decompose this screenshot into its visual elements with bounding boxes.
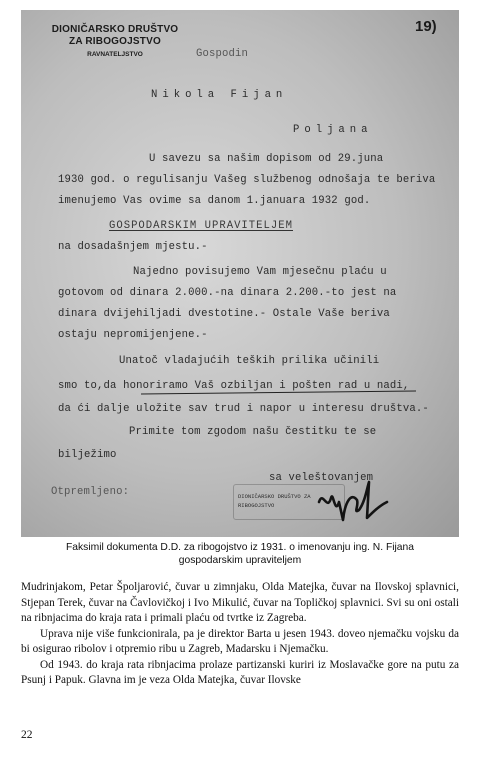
page-number: 22 [21, 729, 33, 741]
addressee-title: Gospodin [196, 48, 249, 60]
letter-line: ostaju nepromijenjene.- [58, 329, 208, 341]
paragraph: Uprava nije više funkcionirala, pa je direktor Barta u jesen 1943. doveo njemačku vojsku da bi osigurao ribolov i otpremio ribu u Zagreb, Madarsku i Njemačku. [21, 627, 459, 655]
paragraph: Od 1943. do kraja rata ribnjacima prolaze partizanski kuriri iz Moslavačke gore na putu za Psunj i Papuk. Glavna im je veza Olda Matejka, čuvar Ilovske [21, 658, 459, 686]
letter-line: U savezu sa našim dopisom od 29.juna [149, 153, 384, 165]
letterhead-line-1: DIONIČARSKO DRUŠTVO [51, 24, 179, 35]
document-number: 19) [415, 18, 437, 35]
letterhead-line-3: RAVNATELJSTVO [87, 51, 143, 58]
letter-line: dinara dvijehiljadi dvestotine.- Ostale Vaše beriva [58, 308, 390, 320]
body-text [21, 580, 459, 689]
letter-line: Najedno povisujemo Vam mjesečnu plaću u [133, 266, 387, 278]
caption-line-2: gospodarskim upraviteljem [178, 555, 302, 566]
paragraph: Mudrinjakom, Petar Špoljarović, čuvar u zimnjaku, Olda Matejka, čuvar na Ilovskoj splavnici, Stjepan Terek, čuvar na Čavlovičkoj i Ivo Mikulić, čuvar na Topličkoj splavnici. Svi su oni ostali na ribnjacima do kraja rata i primali plaću od tvrtke iz Zagreba. [21, 581, 459, 624]
letter-line: bilježimo [58, 449, 117, 461]
letter-line: na dosadašnjem mjestu.- [58, 241, 208, 253]
figure-caption [21, 541, 459, 567]
appointment-title: GOSPODARSKIM UPRAVITELJEM [109, 220, 293, 232]
letter-line: gotovom od dinara 2.000.-na dinara 2.200.-to jest na [58, 287, 397, 299]
letter-line: Unatoč vladajućih teških prilika učinili [119, 355, 380, 367]
letter-line: Primite tom zgodom našu čestitku te se [129, 426, 377, 438]
letter-line: da ći dalje uložite sav trud i napor u interesu društva.- [58, 403, 429, 415]
caption-line-1: Faksimil dokumenta D.D. za ribogojstvo iz 1931. o imenovanju ing. N. Fijana [66, 542, 414, 553]
document-facsimile [21, 10, 459, 537]
handwritten-signature [313, 472, 393, 532]
letter-line: imenujemo Vas ovime sa danom 1.januara 1932 god. [58, 195, 371, 207]
letterhead [35, 24, 195, 59]
addressee-name: Nikola Fijan [151, 89, 288, 101]
letter-line: 1930 god. o regulisanju Vašeg službenog odnošaja te beriva [58, 174, 436, 186]
stamp-line-1: DIONIČARSKO DRUŠTVO ZA [238, 493, 311, 500]
letter-line: smo to,da honoriramo Vaš ozbiljan i pošten rad u nadi, [58, 380, 410, 392]
letterhead-line-2: ZA RIBOGOJSTVO [69, 36, 161, 47]
addressee-place: Poljana [293, 124, 373, 136]
closing-salutation: sa veleštovanjem [269, 472, 374, 484]
stamp-line-2: RIBOGOJSTVO [238, 502, 275, 509]
dispatch-note: Otpremljeno: [51, 486, 130, 498]
